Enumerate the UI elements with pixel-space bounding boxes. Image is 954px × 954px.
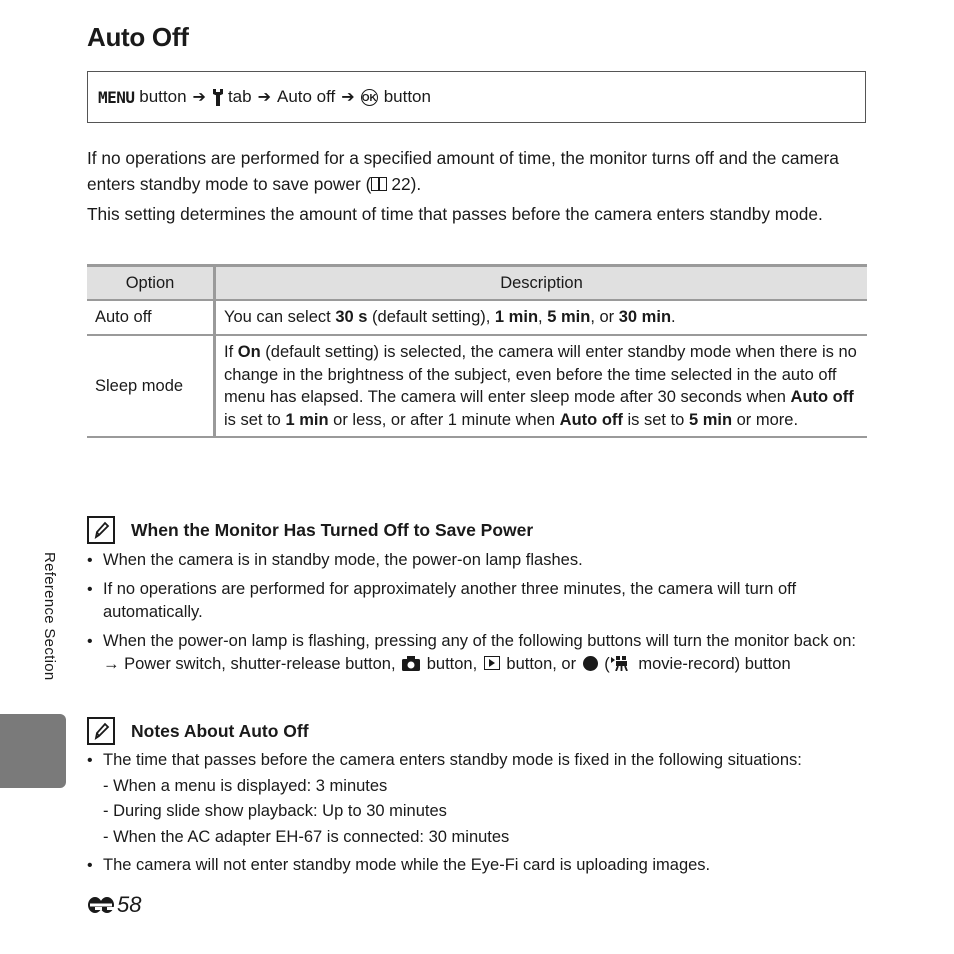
arrow-right-icon: ➔ (192, 89, 206, 106)
wake-buttons-line: → Power switch, shutter-release button, button, button, or ( movie-record) button (103, 655, 791, 673)
menu-path-button-text: button (139, 87, 187, 106)
table-header-description: Description (215, 266, 868, 301)
movie-camera-icon (610, 655, 634, 671)
list-item: • The time that passes before the camera enters standby mode is fixed in the following situations: - When a menu is displayed: 3 minutes - During slide show playback: Up to 30 minutes - When the AC adapter EH-67 is connected: 30 minutes (87, 749, 867, 849)
reference-e-icon (87, 895, 115, 915)
arrow-right-icon: ➔ (341, 89, 355, 106)
list-item: • If no operations are performed for approximately another three minutes, the camera will turn off automatically. (87, 578, 867, 625)
options-table (87, 264, 867, 438)
menu-path-button-text-2: button (383, 87, 431, 106)
table-header-option: Option (87, 266, 215, 301)
option-description: If On (default setting) is selected, the camera will enter standby mode when there is no change in the brightness of the subject, even before the time selected in the auto off menu has elapsed. The camera will enter sleep mode after 30 seconds when Auto off is set to 1 min or less, or after 1 minute when Auto off is set to 5 min or more. (215, 335, 868, 437)
wrench-icon (212, 88, 224, 106)
list-item: • When the power-on lamp is flashing, pressing any of the following buttons will turn the monitor back on: → Power switch, shutter-release button, button, button, or ( movie-record) button (87, 630, 867, 677)
dash-item: - When the AC adapter EH-67 is connected: 30 minutes (103, 827, 510, 846)
note-heading-auto-off: Notes About Auto Off (87, 717, 309, 745)
option-description: You can select 30 s (default setting), 1 min, 5 min, or 30 min. (215, 300, 868, 335)
note-auto-off-list (87, 749, 867, 883)
record-button-icon (583, 656, 598, 671)
intro-paragraph-2: This setting determines the amount of time that passes before the camera enters standby mode. (87, 204, 823, 224)
page-title: Auto Off (87, 22, 189, 52)
ok-button-icon: OK (361, 89, 378, 106)
table-header-row (87, 266, 867, 301)
table-row (87, 335, 867, 437)
camera-icon (402, 656, 420, 671)
page-number: 58 (87, 892, 141, 918)
menu-path-item: Auto off (276, 87, 336, 106)
book-reference-icon (371, 177, 387, 191)
page-reference: 22 (391, 174, 411, 194)
section-tab-marker (0, 714, 66, 788)
pencil-note-icon (87, 516, 115, 544)
dash-item: - When a menu is displayed: 3 minutes (103, 776, 388, 795)
menu-path-tab-text: tab (227, 87, 252, 106)
intro-paragraph-1: If no operations are performed for a specified amount of time, the monitor turns off and the camera enters standby mode to save power ( 22). (87, 148, 839, 194)
note-heading-monitor: When the Monitor Has Turned Off to Save Power (87, 516, 533, 544)
option-name: Sleep mode (87, 335, 215, 437)
dash-item: - During slide show playback: Up to 30 minutes (103, 802, 447, 820)
arrow-right-icon: ➔ (257, 89, 271, 106)
section-side-label: Reference Section (41, 552, 58, 681)
list-item: • When the camera is in standby mode, the power-on lamp flashes. (87, 549, 867, 573)
menu-button-icon: MENU (98, 87, 135, 107)
list-item: • The camera will not enter standby mode while the Eye-Fi card is uploading images. (87, 854, 867, 878)
menu-path-box (87, 71, 866, 123)
note-monitor-list (87, 549, 867, 682)
table-row (87, 300, 867, 335)
pencil-note-icon (87, 717, 115, 745)
playback-icon (484, 656, 500, 670)
option-name: Auto off (87, 300, 215, 335)
